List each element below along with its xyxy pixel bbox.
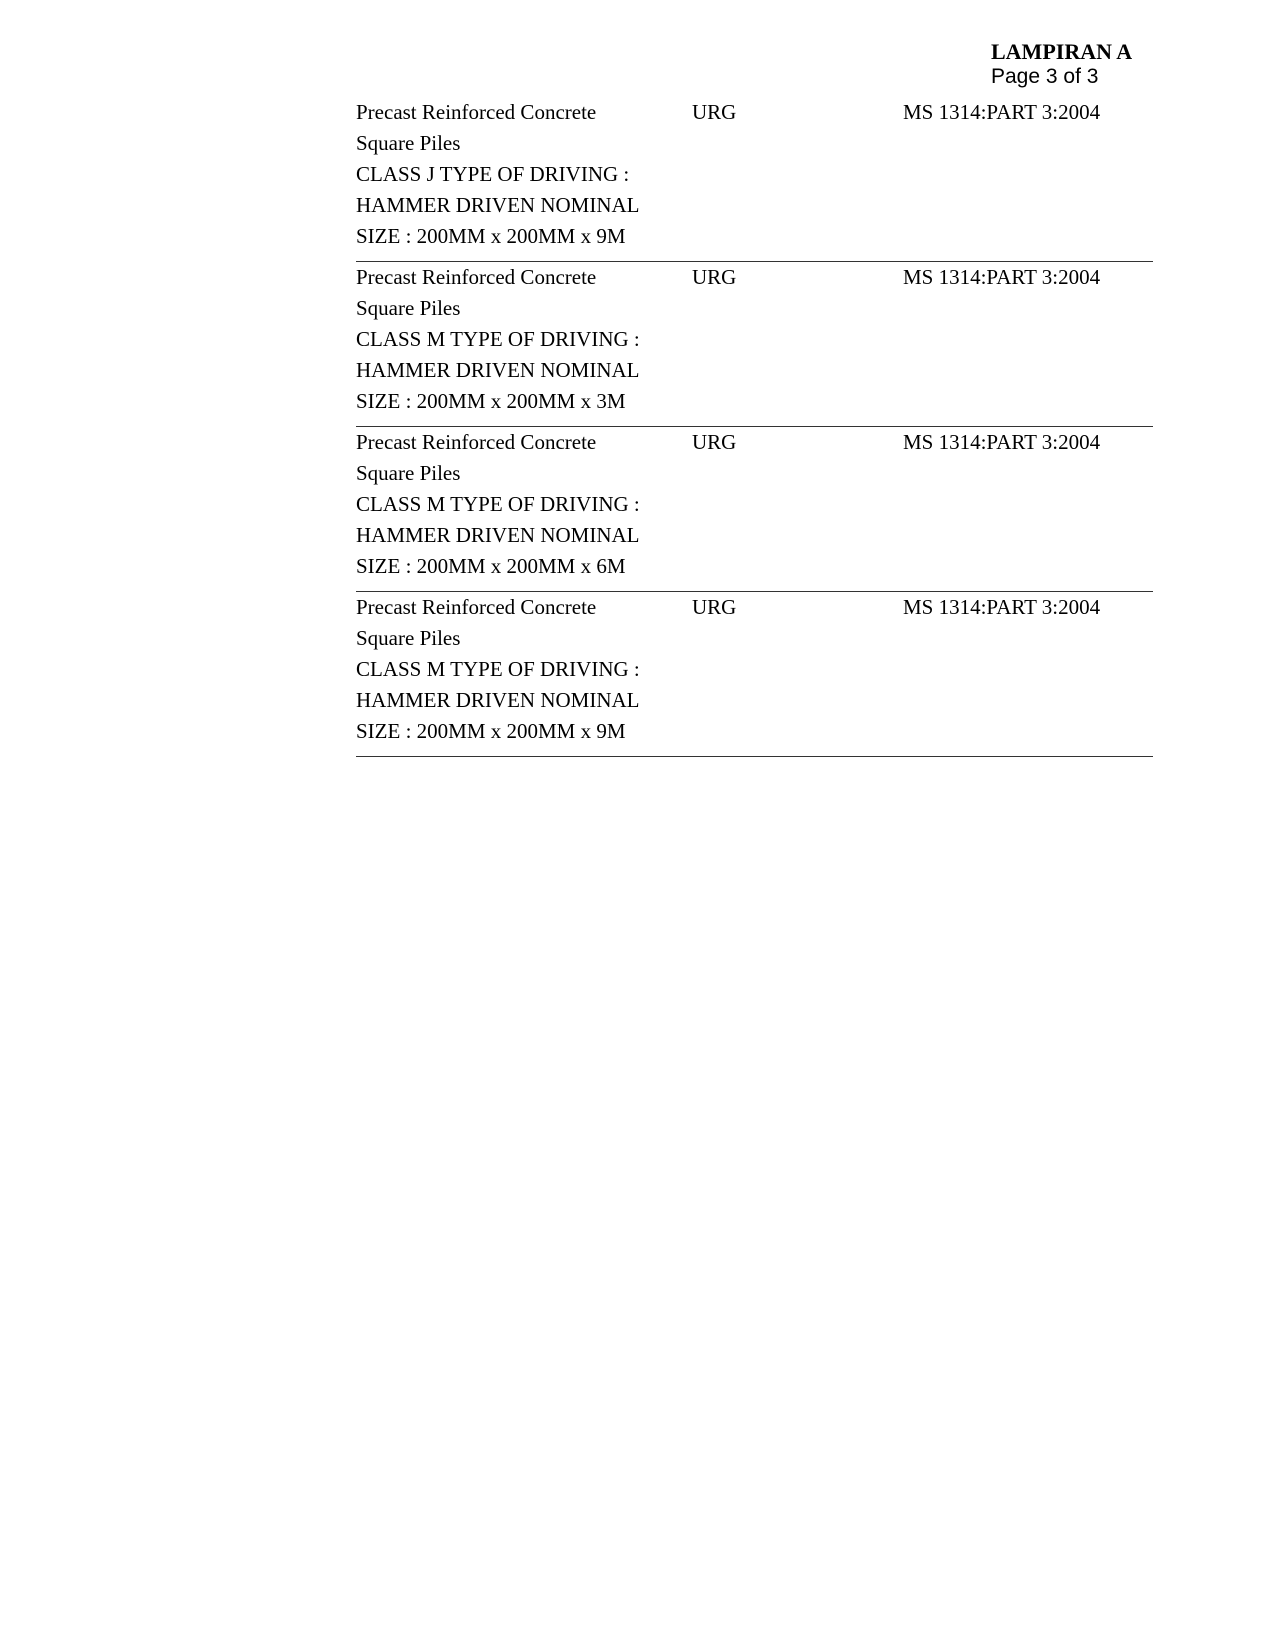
- product-description: [356, 427, 686, 582]
- description-line: Square Piles: [356, 131, 461, 155]
- description-line: HAMMER DRIVEN NOMINAL: [356, 523, 640, 547]
- description-line: Precast Reinforced Concrete: [356, 100, 597, 124]
- product-standard: MS 1314:PART 3:2004: [903, 100, 1101, 124]
- description-line: Square Piles: [356, 626, 461, 650]
- product-code: URG: [692, 100, 737, 124]
- description-line: HAMMER DRIVEN NOMINAL: [356, 358, 640, 382]
- description-line: SIZE : 200MM x 200MM x 9M: [356, 719, 626, 743]
- description-line: Precast Reinforced Concrete: [356, 595, 597, 619]
- description-line: HAMMER DRIVEN NOMINAL: [356, 193, 640, 217]
- table-row: [356, 592, 1153, 757]
- product-standard: MS 1314:PART 3:2004: [903, 430, 1101, 454]
- description-line: SIZE : 200MM x 200MM x 9M: [356, 224, 626, 248]
- appendix-title: LAMPIRAN A: [991, 39, 1133, 64]
- product-description: [356, 97, 686, 252]
- description-line: Square Piles: [356, 296, 461, 320]
- table-row: [356, 262, 1153, 427]
- description-line: Precast Reinforced Concrete: [356, 430, 597, 454]
- description-line: HAMMER DRIVEN NOMINAL: [356, 688, 640, 712]
- table-row: [356, 427, 1153, 592]
- product-table: [356, 97, 1153, 757]
- description-line: CLASS J TYPE OF DRIVING :: [356, 162, 630, 186]
- table-row: [356, 97, 1153, 262]
- description-line: CLASS M TYPE OF DRIVING :: [356, 492, 640, 516]
- product-description: [356, 592, 686, 747]
- description-line: Square Piles: [356, 461, 461, 485]
- product-standard: MS 1314:PART 3:2004: [903, 265, 1101, 289]
- product-code: URG: [692, 430, 737, 454]
- description-line: CLASS M TYPE OF DRIVING :: [356, 327, 640, 351]
- product-code: URG: [692, 595, 737, 619]
- description-line: Precast Reinforced Concrete: [356, 265, 597, 289]
- product-code: URG: [692, 265, 737, 289]
- page-number: Page 3 of 3: [991, 65, 1099, 88]
- product-standard: MS 1314:PART 3:2004: [903, 595, 1101, 619]
- page-header: [991, 39, 1191, 89]
- description-line: SIZE : 200MM x 200MM x 6M: [356, 554, 626, 578]
- product-description: [356, 262, 686, 417]
- description-line: CLASS M TYPE OF DRIVING :: [356, 657, 640, 681]
- description-line: SIZE : 200MM x 200MM x 3M: [356, 389, 626, 413]
